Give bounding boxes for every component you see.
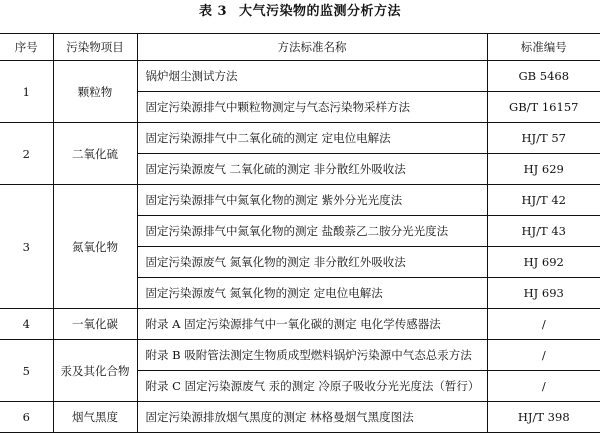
table-row (0, 402, 600, 433)
standard-code-cell: / (487, 309, 600, 340)
serial-number-cell: 3 (0, 185, 53, 309)
standard-code-cell: / (487, 371, 600, 402)
method-name-cell: 固定污染源废气 二氧化硫的测定 非分散红外吸收法 (137, 154, 487, 185)
standard-code-cell: HJ/T 398 (487, 402, 600, 433)
standard-code-cell: HJ 629 (487, 154, 600, 185)
header-method-name: 方法标准名称 (137, 34, 487, 61)
method-name-cell: 固定污染源排气中氮氧化物的测定 紫外分光光度法 (137, 185, 487, 216)
method-name-cell: 固定污染源排气中氮氧化物的测定 盐酸萘乙二胺分光光度法 (137, 216, 487, 247)
standard-code-cell: HJ/T 43 (487, 216, 600, 247)
method-name-cell: 固定污染源排气中二氧化硫的测定 定电位电解法 (137, 123, 487, 154)
serial-number-cell: 6 (0, 402, 53, 433)
method-name-cell: 固定污染源废气 氮氧化物的测定 定电位电解法 (137, 278, 487, 309)
pollutant-item-cell: 氮氧化物 (53, 185, 137, 309)
pollutant-item-cell: 烟气黑度 (53, 402, 137, 433)
table-row (0, 340, 600, 371)
standard-code-cell: HJ 693 (487, 278, 600, 309)
serial-number-cell: 1 (0, 61, 53, 123)
method-name-cell: 固定污染源排放烟气黑度的测定 林格曼烟气黑度图法 (137, 402, 487, 433)
method-name-cell: 附录 A 固定污染源排气中一氧化碳的测定 电化学传感器法 (137, 309, 487, 340)
method-name-cell: 附录 C 固定污染源废气 汞的测定 冷原子吸收分光光度法（暂行） (137, 371, 487, 402)
table-number: 表 3 (198, 4, 228, 19)
standard-code-cell: HJ/T 57 (487, 123, 600, 154)
standard-code-cell: / (487, 340, 600, 371)
pollutant-item-cell: 一氧化碳 (53, 309, 137, 340)
monitoring-methods-table (0, 33, 600, 433)
standard-code-cell: GB/T 16157 (487, 92, 600, 123)
table-row (0, 123, 600, 154)
table-row (0, 61, 600, 92)
table-header-row (0, 34, 600, 61)
pollutant-item-cell: 二氧化硫 (53, 123, 137, 185)
table-row (0, 309, 600, 340)
standard-code-cell: HJ/T 42 (487, 185, 600, 216)
header-pollutant-item: 污染物项目 (53, 34, 137, 61)
table-row (0, 185, 600, 216)
standard-code-cell: HJ 692 (487, 247, 600, 278)
serial-number-cell: 2 (0, 123, 53, 185)
pollutant-item-cell: 颗粒物 (53, 61, 137, 123)
serial-number-cell: 4 (0, 309, 53, 340)
method-name-cell: 锅炉烟尘测试方法 (137, 61, 487, 92)
pollutant-item-cell: 汞及其化合物 (53, 340, 137, 402)
method-name-cell: 固定污染源排气中颗粒物测定与气态污染物采样方法 (137, 92, 487, 123)
header-serial-number: 序号 (0, 34, 53, 61)
method-name-cell: 附录 B 吸附管法测定生物质成型燃料锅炉污染源中气态总汞方法 (137, 340, 487, 371)
table-title: 大气污染物的监测分析方法 (239, 4, 402, 19)
table-caption (0, 2, 600, 22)
standard-code-cell: GB 5468 (487, 61, 600, 92)
method-name-cell: 固定污染源废气 氮氧化物的测定 非分散红外吸收法 (137, 247, 487, 278)
header-standard-code: 标准编号 (487, 34, 600, 61)
serial-number-cell: 5 (0, 340, 53, 402)
